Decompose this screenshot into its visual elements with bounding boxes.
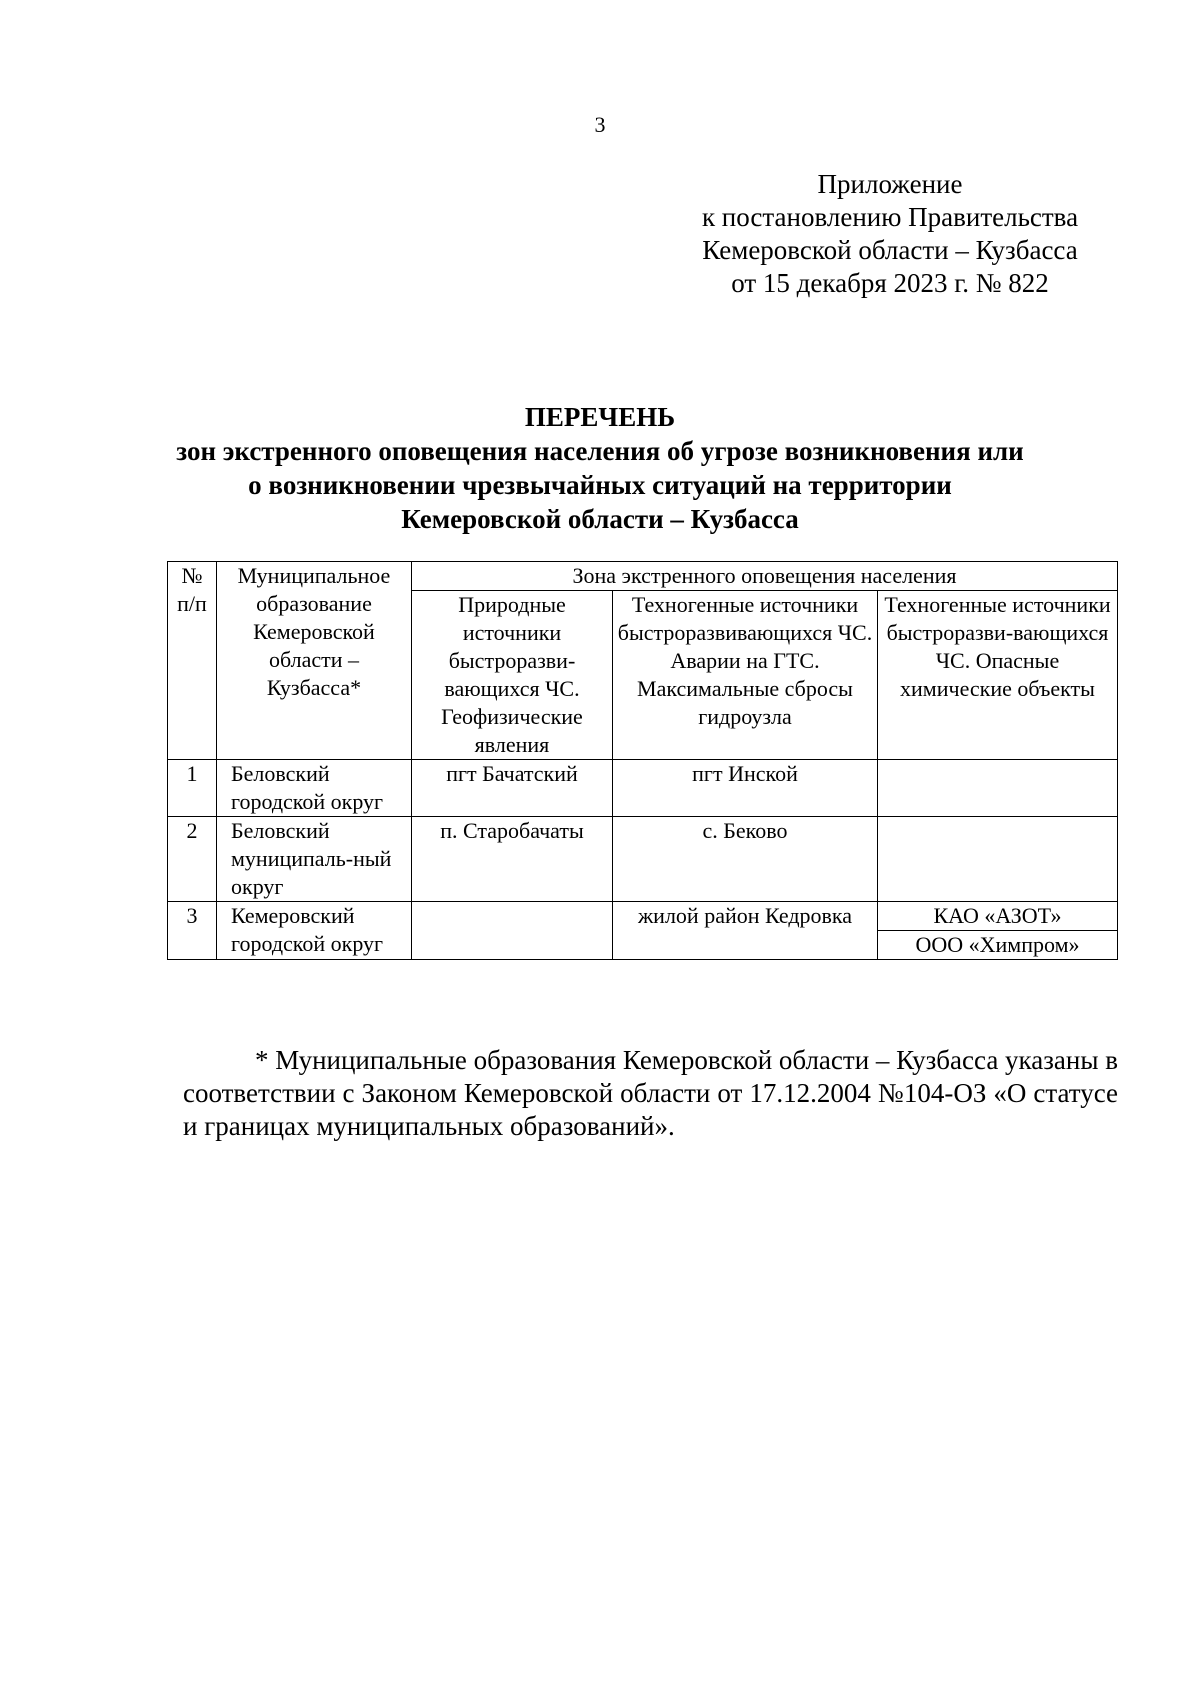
document-title [0, 400, 1200, 536]
footnote-text: * Муниципальные образования Кемеровской области – Кузбасса указаны в соответствии с Законом Кемеровской области от 17.12.2004 №104-ОЗ «О статусе и границах муниципальных образований». [183, 1045, 1118, 1141]
table-row [168, 817, 1118, 902]
chemical-object: ООО «Химпром» [915, 932, 1080, 957]
header-zone-group: Зона экстренного оповещения населения [412, 562, 1118, 591]
row-chemical [878, 760, 1118, 817]
header-hydro: Техногенные источники быстроразвивающихся ЧС. Аварии на ГТС. Максимальные сбросы гидроузла [613, 591, 878, 760]
title-line: о возникновении чрезвычайных ситуаций на территории [248, 470, 952, 500]
row-municipality: Беловский городской округ [217, 760, 412, 817]
zones-table [167, 561, 1118, 960]
table-header-row [168, 562, 1118, 591]
chemical-object: КАО «АЗОТ» [878, 902, 1117, 931]
row-chemical [878, 902, 1118, 960]
table-row [168, 902, 1118, 960]
title-line: Кемеровской области – Кузбасса [401, 504, 799, 534]
row-natural: п. Старобачаты [412, 817, 613, 902]
footnote [183, 1044, 1118, 1143]
table-row [168, 760, 1118, 817]
row-num: 3 [168, 902, 217, 960]
appendix-line: от 15 декабря 2023 г. № 822 [731, 268, 1049, 298]
page-number: 3 [594, 112, 606, 137]
appendix-line: Кемеровской области – Кузбасса [702, 235, 1078, 265]
header-num: № п/п [168, 562, 217, 760]
row-hydro: с. Беково [613, 817, 878, 902]
title-line: зон экстренного оповещения населения об угрозе возникновения или [176, 436, 1024, 466]
row-chemical [878, 817, 1118, 902]
header-natural: Природные источники быстроразви-вающихся ЧС. Геофизические явления [412, 591, 613, 760]
row-municipality: Беловский муниципаль-ный округ [217, 817, 412, 902]
appendix-line: к постановлению Правительства [701, 202, 1079, 232]
appendix-block [650, 168, 1130, 300]
row-natural: пгт Бачатский [412, 760, 613, 817]
row-natural [412, 902, 613, 960]
appendix-line: Приложение [817, 169, 963, 199]
row-hydro: жилой район Кедровка [613, 902, 878, 960]
row-num: 1 [168, 760, 217, 817]
row-num: 2 [168, 817, 217, 902]
row-hydro: пгт Инской [613, 760, 878, 817]
header-municipality: Муниципальное образование Кемеровской области – Кузбасса* [217, 562, 412, 760]
title-line: ПЕРЕЧЕНЬ [524, 402, 676, 432]
header-chemical: Техногенные источники быстроразви-вающихся ЧС. Опасные химические объекты [878, 591, 1118, 760]
row-municipality: Кемеровский городской округ [217, 902, 412, 960]
